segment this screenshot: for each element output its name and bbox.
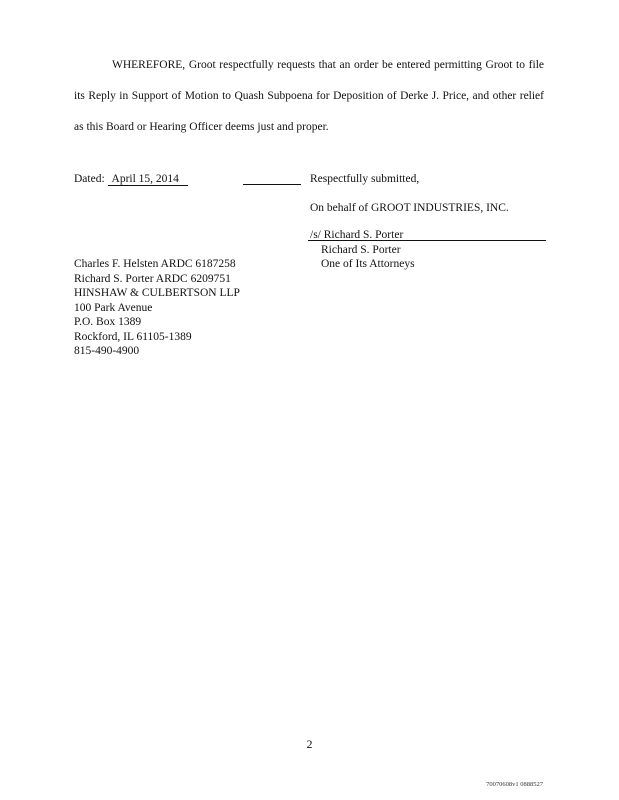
body-paragraph	[74, 50, 544, 143]
counsel-line: P.O. Box 1389	[74, 316, 142, 328]
page-number: 2	[306, 737, 313, 751]
counsel-block	[74, 257, 240, 359]
signer-name: Richard S. Porter	[321, 244, 401, 256]
signature-rule	[308, 240, 546, 241]
counsel-line: HINSHAW & CULBERTSON LLP	[74, 287, 240, 299]
dated-label: Dated:	[74, 173, 105, 185]
counsel-line: Rockford, IL 61105-1389	[74, 330, 192, 343]
counsel-line: 815-490-4900	[74, 345, 140, 357]
document-id: 70070608v1 0888527	[486, 781, 543, 788]
blank-signature-rule	[243, 184, 301, 185]
dated-value: April 15, 2014	[108, 173, 188, 186]
counsel-line: Richard S. Porter ARDC 6209751	[74, 272, 231, 285]
counsel-line: 100 Park Avenue	[74, 301, 153, 314]
dated-line	[74, 172, 188, 186]
e-signature: /s/ Richard S. Porter	[310, 229, 404, 241]
closing-text: Respectfully submitted,	[310, 173, 420, 185]
counsel-line: Charles F. Helsten ARDC 6187258	[74, 258, 236, 270]
body-paragraph-text: WHEREFORE, Groot respectfully requests that an order be entered permitting Groot to file its Reply in Support of Motion to Quash Subpoena for Deposition of Derke J. Price, and other relief as this Board or Hearing Officer deems just and proper.	[74, 59, 544, 133]
signer-role: One of Its Attorneys	[321, 258, 415, 270]
on-behalf-text: On behalf of GROOT INDUSTRIES, INC.	[310, 202, 509, 214]
